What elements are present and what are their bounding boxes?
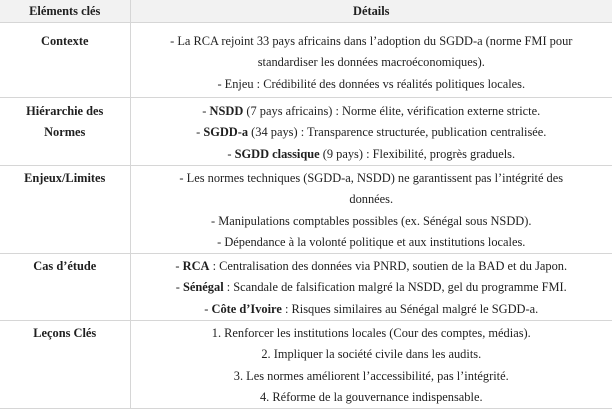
norm-name-sgdd-classique: SGDD classique <box>234 146 320 161</box>
header-details: Détails <box>130 0 612 23</box>
table-row <box>0 98 612 166</box>
row-details-lecons <box>130 321 612 409</box>
header-row <box>0 0 612 23</box>
detail-line <box>149 299 595 320</box>
row-details-enjeux <box>130 166 612 254</box>
detail-line <box>149 122 595 143</box>
row-key-enjeux <box>0 166 130 254</box>
detail-line <box>149 101 595 122</box>
bullet-prefix: - <box>202 104 210 118</box>
detail-line: - Enjeu : Crédibilité des données vs réalités politiques locales. <box>217 76 526 91</box>
case-desc: : Centralisation des données via PNRD, soutien de la BAD et du Japon. <box>209 259 568 274</box>
detail-line: - La RCA rejoint 33 pays africains dans l’adoption du SGDD-a (norme FMI pour <box>170 34 573 48</box>
bullet-prefix: - <box>204 301 212 316</box>
detail-line <box>149 144 595 165</box>
row-key-line: Hiérarchie des <box>26 104 104 118</box>
detail-line: 1. Renforcer les institutions locales (Cour des comptes, médias). <box>211 326 531 341</box>
row-key-line: Enjeux/Limites <box>24 171 106 185</box>
detail-line: 4. Réforme de la gouvernance indispensable. <box>259 390 483 405</box>
row-key-contexte <box>0 23 130 98</box>
norm-desc: (7 pays africains) : Norme élite, vérification externe stricte. <box>243 104 541 118</box>
norm-name-sgdd-a: SGDD-a <box>203 125 249 140</box>
detail-line: 3. Les normes améliorent l’accessibilité, pas l’intégrité. <box>233 368 509 383</box>
row-details-cas-etude <box>130 254 612 321</box>
bullet-prefix: - <box>175 280 184 295</box>
country-name-senegal: Sénégal <box>183 280 224 295</box>
detail-line: données. <box>349 192 394 207</box>
norm-desc: (34 pays) : Transparence structurée, publication centralisée. <box>248 125 547 140</box>
table-row <box>0 166 612 254</box>
norm-desc: (9 pays) : Flexibilité, progrès graduels. <box>319 146 516 161</box>
row-key-lecons <box>0 321 130 409</box>
detail-line: - Dépendance à la volonté politique et aux institutions locales. <box>217 234 526 249</box>
detail-line: - Manipulations comptables possibles (ex. Sénégal sous NSDD). <box>211 213 532 228</box>
row-key-line: Cas d’étude <box>33 259 97 274</box>
country-name-rca: RCA <box>182 259 210 274</box>
row-key-cas-etude <box>0 254 130 321</box>
row-key-line: Leçons Clés <box>33 326 97 341</box>
row-key-hierarchie <box>0 98 130 166</box>
table-row <box>0 254 612 321</box>
row-key-line: Contexte <box>41 34 89 48</box>
bullet-prefix: - <box>227 146 235 161</box>
row-details-hierarchie <box>130 98 612 166</box>
detail-line <box>149 256 595 277</box>
table-row <box>0 23 612 98</box>
norm-name-nsdd: NSDD <box>209 104 244 118</box>
country-name-cote-divoire: Côte d’Ivoire <box>211 301 282 316</box>
header-elements-cles: Eléments clés <box>0 0 130 23</box>
bullet-prefix: - <box>196 125 204 140</box>
case-desc: : Risques similaires au Sénégal malgré le SGDD-a. <box>281 301 539 316</box>
row-key-line: Normes <box>44 125 86 140</box>
table-row <box>0 321 612 409</box>
detail-line: 2. Impliquer la société civile dans les audits. <box>261 347 482 362</box>
detail-line: standardiser les données macroéconomiques). <box>257 55 485 70</box>
bullet-prefix: - <box>175 259 183 274</box>
detail-line <box>149 277 595 298</box>
case-desc: : Scandale de falsification malgré la NSDD, gel du programme FMI. <box>223 280 567 295</box>
row-details-contexte <box>130 23 612 98</box>
detail-line: - Les normes techniques (SGDD-a, NSDD) ne garantissent pas l’intégrité des <box>179 171 564 185</box>
